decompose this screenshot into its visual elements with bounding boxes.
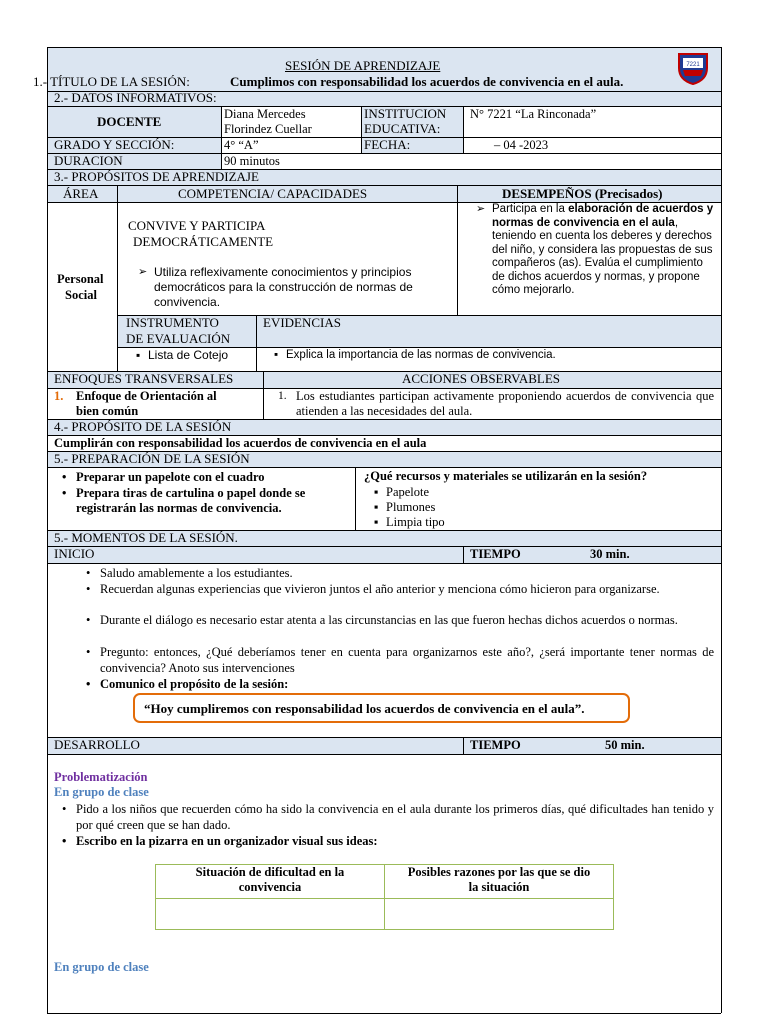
inicio-tiempo-value: 30 min. [590,547,630,561]
inicio-tiempo-label: TIEMPO [470,547,521,561]
enfoque-number: 1. [54,389,64,403]
competencia-line-2: DEMOCRÁTICAMENTE [133,234,274,249]
recurso-item: ▪ Limpia tipo [386,515,445,529]
organizer-col-2-line-2: la situación [468,880,530,894]
institucion-value: N° 7221 “La Rinconada” [470,107,597,121]
inicio-item: • Saludo amablemente a los estudiantes. [100,566,714,581]
docente-name-2: Florindez Cuellar [224,122,312,136]
accion-text: Los estudiantes participan activamente proponiendo acuerdos de convivencia que atienden a las necesidades del aula. [296,389,714,418]
session-title: Cumplimos con responsabilidad los acuerdos de convivencia en el aula. [230,74,624,89]
instrumento-label-2: DE EVALUACIÓN [126,331,231,346]
duracion-label: DURACION [54,153,123,168]
preparacion-item-2: • Prepara tiras de cartulina o papel donde se registrarán las normas de convivencia. [76,486,348,516]
desempeno-bold: elaboración de acuerdos y normas de convivencia en el aula [492,203,714,229]
institucion-label-2: EDUCATIVA: [364,121,441,136]
inicio-item: • Pregunto: entonces, ¿Qué deberíamos tener en cuenta para organizarnos este año?, ¿será importante tener normas de convivencia? Anoto sus intervenciones [100,645,714,676]
proposito-section: 4.- PROPÓSITO DE LA SESIÓN [54,419,232,434]
enfoques-label: ENFOQUES TRANSVERSALES [54,371,234,386]
evidencias-label: EVIDENCIAS [263,315,341,330]
docente-name-1: Diana Mercedes [224,107,306,121]
datos-section: 2.- DATOS INFORMATIVOS: [54,90,217,105]
recursos-label: ¿Qué recursos y materiales se utilizarán en la sesión? [364,469,648,483]
recurso-item: ▪ Plumones [386,500,435,514]
escribo-item: • Escribo en la pizarra en un organizador visual sus ideas: [76,834,378,848]
fecha-label: FECHA: [364,137,411,152]
inicio-label: INICIO [54,546,95,561]
enfoque-line-2: bien común [76,404,139,418]
grupo-clase-heading-2: En grupo de clase [54,960,149,974]
desarrollo-tiempo-value: 50 min. [605,738,645,752]
evidencia-value: ▪ Explica la importancia de las normas de convivencia. [286,348,556,362]
accion-number: 1. [278,390,287,402]
session-title-label: 1.- TÍTULO DE LA SESIÓN: [33,74,190,89]
instrumento-label-1: INSTRUMENTO [126,315,219,330]
school-logo [675,50,711,86]
desarrollo-label: DESARROLLO [54,737,140,752]
grado-label: GRADO Y SECCIÓN: [54,137,175,152]
organizer-col-1-header [156,865,384,895]
organizer-table [155,864,614,930]
duracion-value: 90 minutos [224,154,280,168]
momentos-section: 5.- MOMENTOS DE LA SESIÓN. [54,530,238,545]
proposito-callout-text: “Hoy cumpliremos con responsabilidad los acuerdos de convivencia en el aula”. [144,701,585,716]
desempeno-pre: Participa en la [492,203,569,215]
problematizacion-heading: Problematización [54,770,148,784]
preparacion-section: 5.- PREPARACIÓN DE LA SESIÓN [54,451,250,466]
preparacion-item-1: • Preparar un papelote con el cuadro [76,470,265,484]
inicio-item: • Durante el diálogo es necesario estar atenta a las circunstancias en las que fueron hechas dichos acuerdos o normas. [100,613,714,629]
instrumento-value: ▪ Lista de Cotejo [148,348,228,362]
session-header: SESIÓN DE APRENDIZAJE [285,58,441,73]
propositos-section: 3.- PROPÓSITOS DE APRENDIZAJE [54,169,259,184]
logo-text: 7221 [686,62,700,68]
comunico-item: • Comunico el propósito de la sesión: [100,677,288,691]
enfoque-line-1: Enfoque de Orientación al [76,389,217,403]
desempeno-item [492,203,714,298]
organizer-col-1-line-1: Situación de dificultad en la [195,865,345,879]
desarrollo-tiempo-label: TIEMPO [470,738,521,752]
docente-label: DOCENTE [97,114,162,129]
area-line-2: Social [65,288,97,302]
inicio-item: • Recuerdan algunas experiencias que vivieron juntos el año anterior y menciona cómo hicieron para organizarse. [100,582,714,598]
proposito-callout [133,693,630,723]
acciones-label: ACCIONES OBSERVABLES [402,371,560,386]
desempeno-post: , teniendo en cuenta los deberes y derechos del niño, y considera las propuestas de sus compañeros (as). Evalúa el cumplimiento de dichos acuerdos y normas, y propone cómo mejorarlo. [492,216,713,296]
competencia-line-1: CONVIVE Y PARTICIPA [128,218,266,233]
recurso-item: ▪ Papelote [386,485,429,499]
organizer-col-1-line-2: convivencia [238,880,302,894]
area-line-1: Personal [57,272,104,286]
pido-item: • Pido a los niños que recuerden cómo ha sido la convivencia en el aula durante los primeros días, qué dificultades han tenido y por qué creen que se han dado. [76,802,714,833]
proposito-text: Cumplirán con responsabilidad los acuerdos de convivencia en el aula [54,436,427,450]
grupo-clase-heading: En grupo de clase [54,785,149,799]
col-area: ÁREA [63,186,99,201]
grado-value: 4° “A” [224,138,259,152]
institucion-label-1: INSTITUCION [364,106,447,121]
organizer-col-2-line-1: Posibles razones por las que se dio [407,865,591,879]
capacidad-item: ➢ Utiliza reflexivamente conocimientos y principios democráticos para la construcción de normas de convivencia. [154,265,444,310]
fecha-value: – 04 -2023 [494,138,549,152]
col-desempenos: DESEMPEÑOS (Precisados) [502,186,663,201]
organizer-col-2-header [385,865,613,895]
col-competencia: COMPETENCIA/ CAPACIDADES [178,186,368,201]
